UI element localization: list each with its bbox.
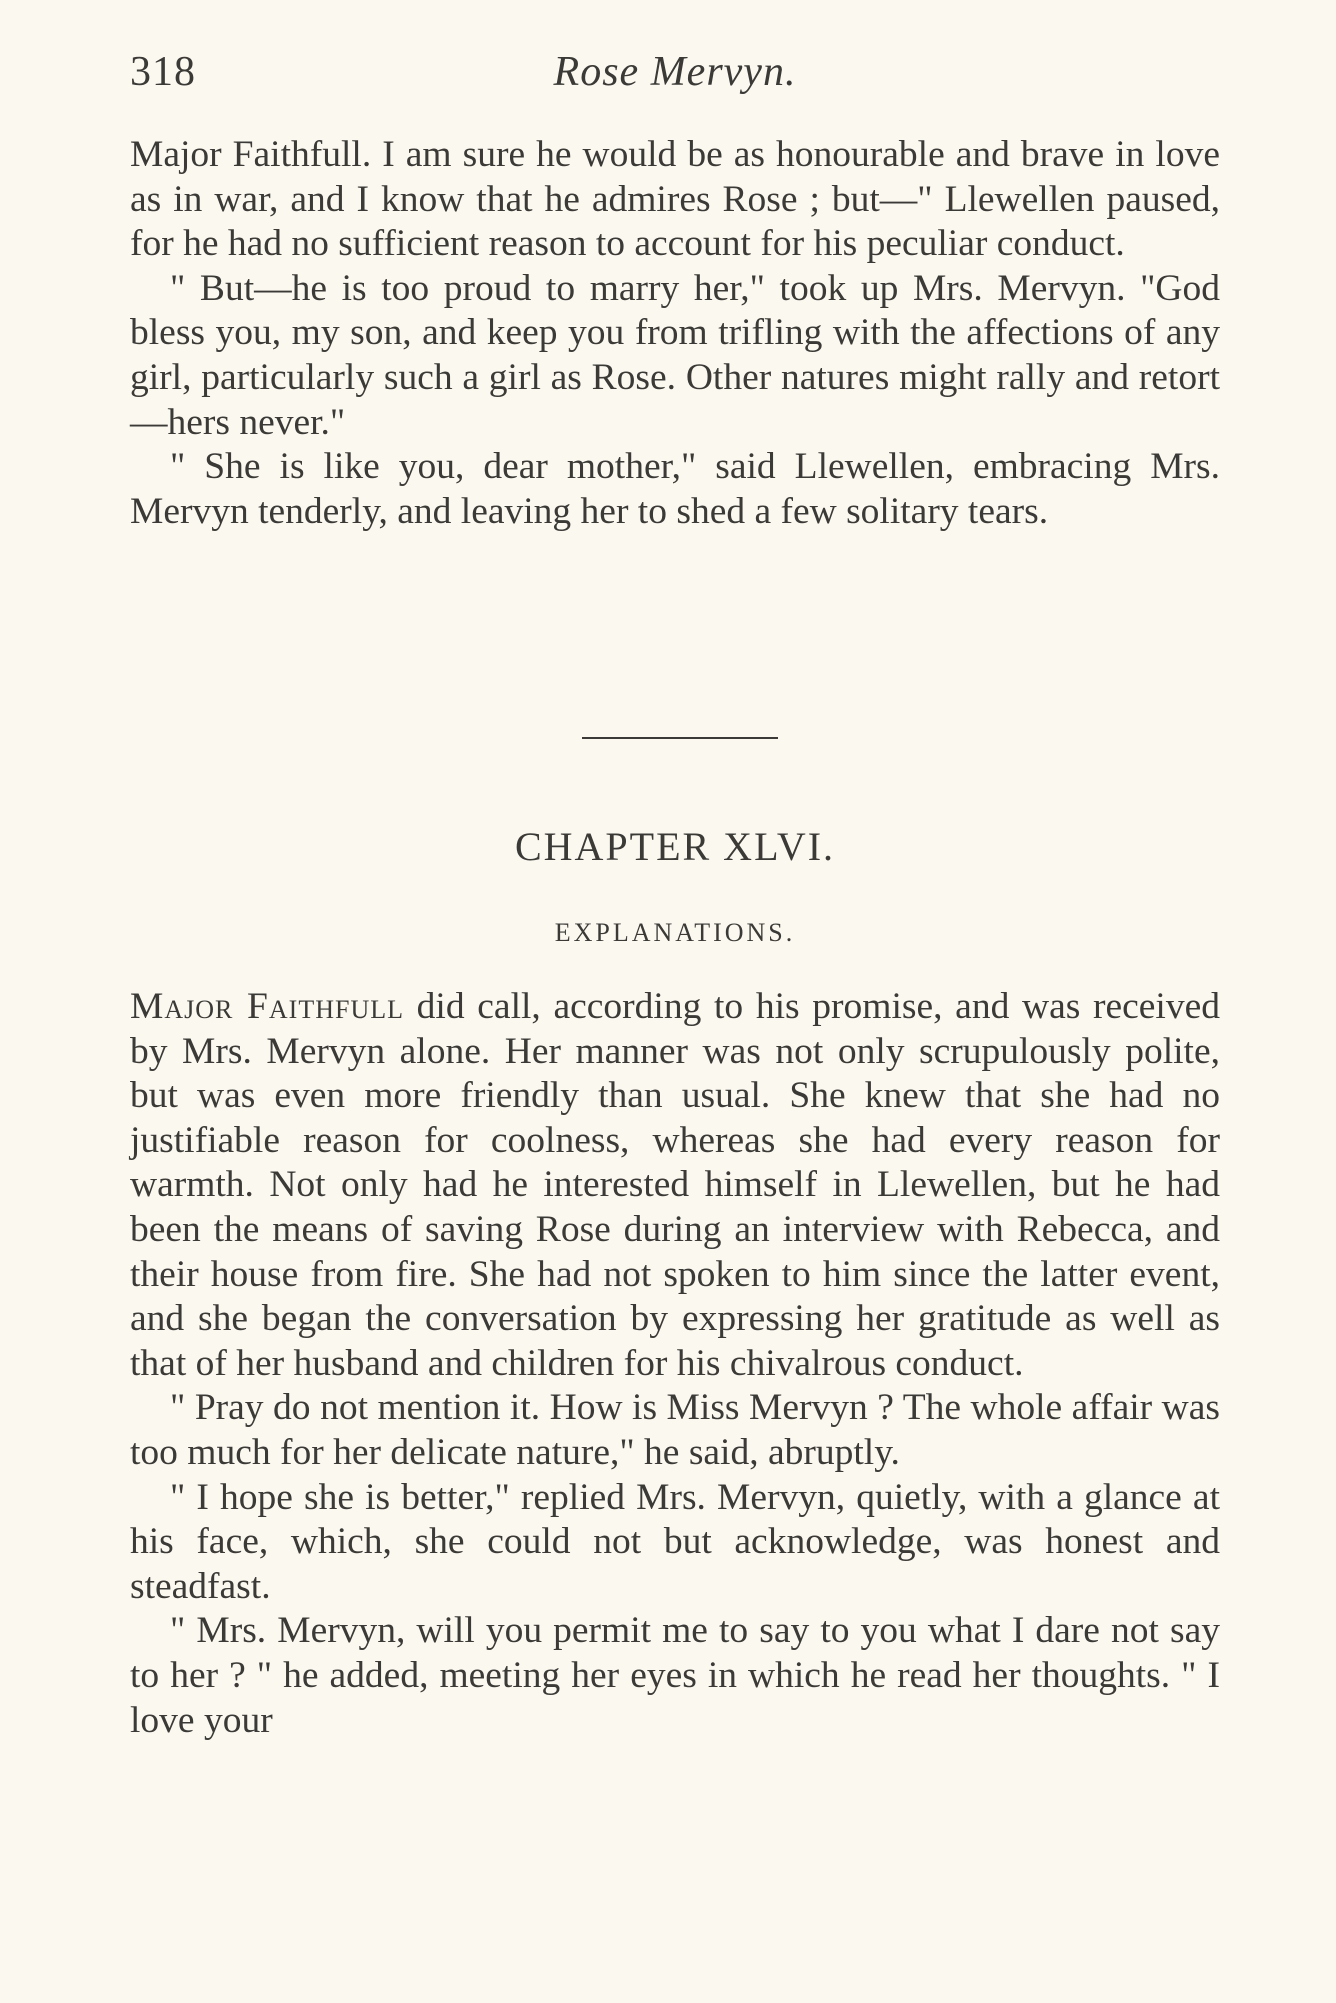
page-header <box>130 48 1220 108</box>
chapter-title: CHAPTER XLVI. <box>514 824 836 869</box>
running-title: Rose Mervyn. <box>553 49 797 95</box>
chapter-subtitle: EXPLANATIONS. <box>554 918 796 947</box>
paragraph-body: did call, according to his promise, and was received by Mrs. Mervyn alone. Her manner was not only scrupulously polite, but was even more friendly than usual. She knew that she had no justifiable reason for coolness, whereas she had every reason for warmth. Not only had he interested himself in Llewellen, but he had been the means of saving Rose during an interview with Rebecca, and their house from fire. She had not spoken to him since the latter event, and she began the conversation by expressing her gratitude as well as that of her husband and children for his chivalrous conduct. <box>130 986 1220 1384</box>
paragraph: " Mrs. Mervyn, will you permit me to say to you what I dare not say to her ? " he added, meeting her eyes in which he read her thoughts. " I love your <box>130 1610 1220 1741</box>
chapter-text <box>130 985 1220 1743</box>
paragraph: " She is like you, dear mother," said Llewellen, embracing Mrs. Mervyn tenderly, and leaving her to shed a few solitary tears. <box>130 446 1220 532</box>
paragraph <box>130 985 1220 1386</box>
paragraph: Major Faithfull. I am sure he would be as honourable and brave in love as in war, and I know that he admires Rose ; but—" Llewellen paused, for he had no sufficient reason to account for his peculiar conduct. <box>130 134 1220 265</box>
paragraph: " Pray do not mention it. How is Miss Mervyn ? The whole affair was too much for her delicate nature," he said, abruptly. <box>130 1387 1220 1473</box>
section-divider <box>582 737 778 739</box>
page-number: 318 <box>130 49 196 95</box>
section-end-text <box>130 133 1220 534</box>
paragraph: " I hope she is better," replied Mrs. Mervyn, quietly, with a glance at his face, which, she could not but acknowledge, was honest and steadfast. <box>130 1476 1220 1607</box>
paragraph: " But—he is too proud to marry her," took up Mrs. Mervyn. "God bless you, my son, and keep you from trifling with the affections of any girl, particularly such a girl as Rose. Other natures might rally and retort—hers never." <box>130 267 1220 443</box>
opening-words: Major Faithfull <box>130 986 404 1027</box>
